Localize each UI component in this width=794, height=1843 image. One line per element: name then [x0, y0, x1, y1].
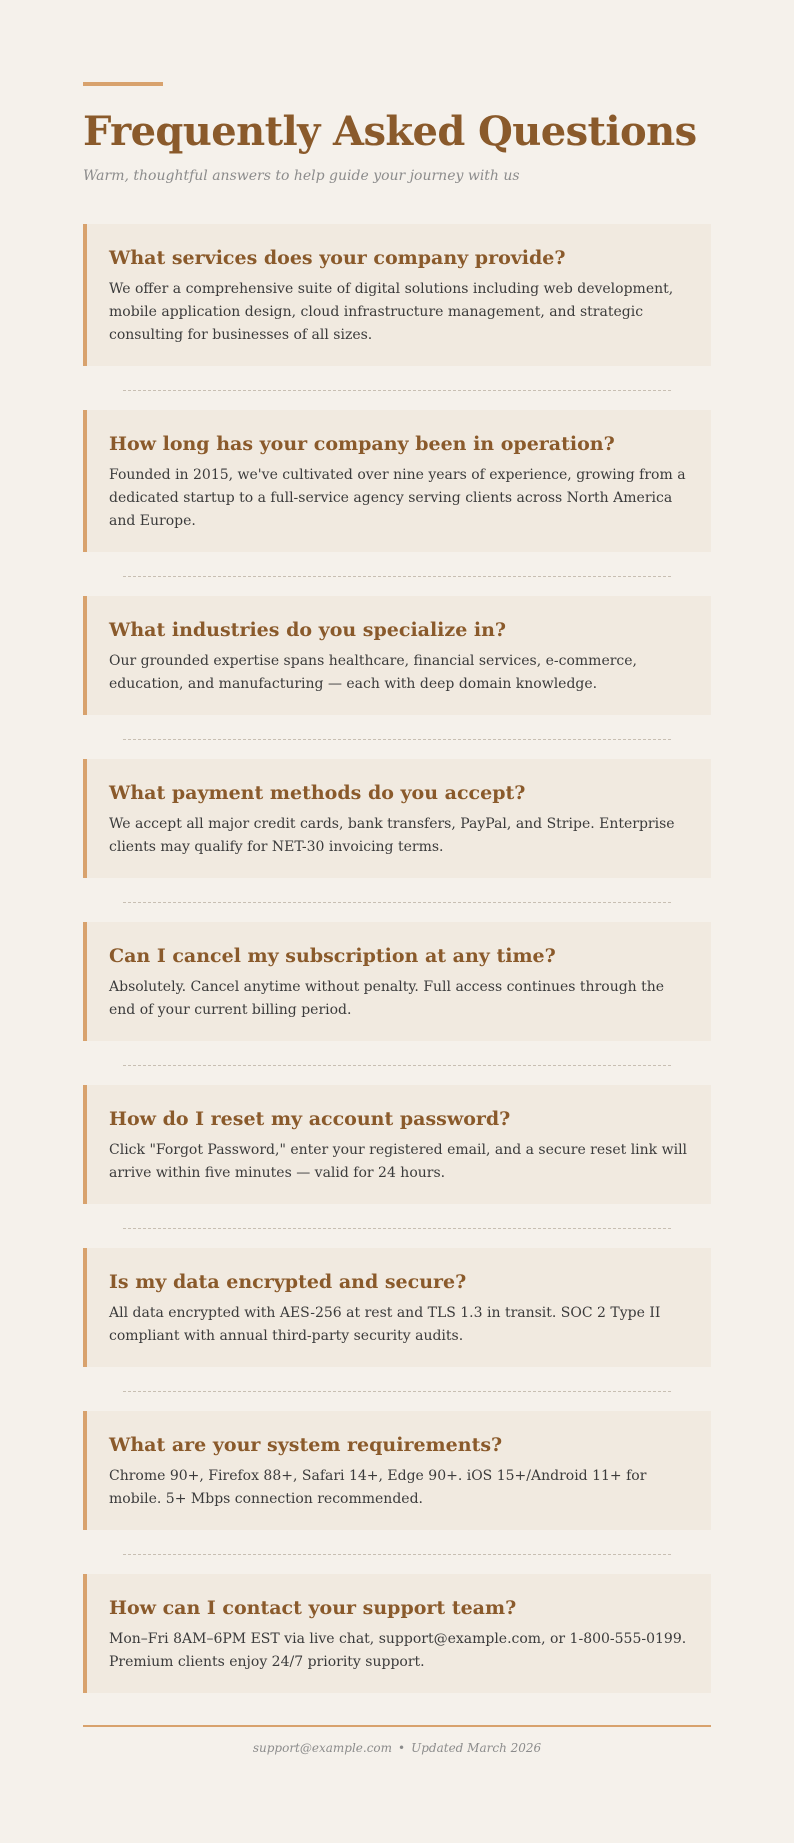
faq-answer: All data encrypted with AES-256 at rest and TLS 1.3 in transit. SOC 2 Type II compliant with annual third-party security audits.: [109, 1305, 661, 1344]
footer: [83, 1741, 711, 1755]
faq-divider: [123, 1065, 671, 1066]
footer-separator: •: [398, 1741, 406, 1755]
faq-question: What payment methods do you accept?: [109, 782, 526, 804]
footer-updated-date: Updated March 2026: [411, 1741, 542, 1755]
faq-item: [83, 596, 711, 715]
faq-item: [83, 1248, 711, 1367]
faq-divider: [123, 1554, 671, 1555]
page-title: Frequently Asked Questions: [83, 108, 697, 155]
faq-question: What services does your company provide?: [109, 247, 566, 269]
faq-item: [83, 224, 711, 366]
faq-item: [83, 759, 711, 878]
faq-question: How can I contact your support team?: [109, 1597, 517, 1619]
faq-answer: We accept all major credit cards, bank transfers, PayPal, and Stripe. Enterprise clients may qualify for NET-30 invoicing terms.: [109, 816, 675, 855]
faq-answer: Absolutely. Cancel anytime without penalty. Full access continues through the end of your current billing period.: [109, 979, 665, 1018]
faq-question: How do I reset my account password?: [109, 1108, 511, 1130]
faq-question: Can I cancel my subscription at any time?: [109, 945, 556, 967]
page-subtitle: Warm, thoughtful answers to help guide your journey with us: [83, 168, 520, 184]
faq-question: How long has your company been in operation?: [109, 433, 615, 455]
faq-item: [83, 1085, 711, 1204]
faq-item: [83, 1411, 711, 1530]
faq-divider: [123, 576, 671, 577]
faq-divider: [123, 1391, 671, 1392]
faq-question: What are your system requirements?: [109, 1434, 503, 1456]
faq-item: [83, 410, 711, 552]
faq-answer: Mon–Fri 8AM–6PM EST via live chat, support@example.com, or 1-800-555-0199. Premium clients enjoy 24/7 priority support.: [109, 1631, 687, 1670]
faq-divider: [123, 390, 671, 391]
faq-answer: Our grounded expertise spans healthcare, financial services, e-commerce, education, and manufacturing — each with deep domain knowledge.: [109, 653, 637, 692]
faq-divider: [123, 902, 671, 903]
footer-rule: [83, 1725, 711, 1727]
faq-item: [83, 922, 711, 1041]
faq-answer: Click "Forgot Password," enter your registered email, and a secure reset link will arrive within five minutes — valid for 24 hours.: [109, 1142, 688, 1181]
faq-answer: We offer a comprehensive suite of digital solutions including web development, mobile application design, cloud infrastructure management, and strategic consulting for businesses of all sizes.: [109, 281, 674, 343]
faq-answer: Founded in 2015, we've cultivated over nine years of experience, growing from a dedicated startup to a full-service agency serving clients across North America and Europe.: [109, 467, 686, 529]
footer-email-link[interactable]: support@example.com: [252, 1741, 393, 1755]
faq-divider: [123, 1228, 671, 1229]
faq-question: Is my data encrypted and secure?: [109, 1271, 467, 1293]
faq-answer: Chrome 90+, Firefox 88+, Safari 14+, Edge 90+. iOS 15+/Android 11+ for mobile. 5+ Mbps connection recommended.: [109, 1468, 647, 1507]
header-accent-bar: [83, 82, 163, 86]
faq-item: [83, 1574, 711, 1693]
faq-divider: [123, 739, 671, 740]
faq-question: What industries do you specialize in?: [109, 619, 507, 641]
